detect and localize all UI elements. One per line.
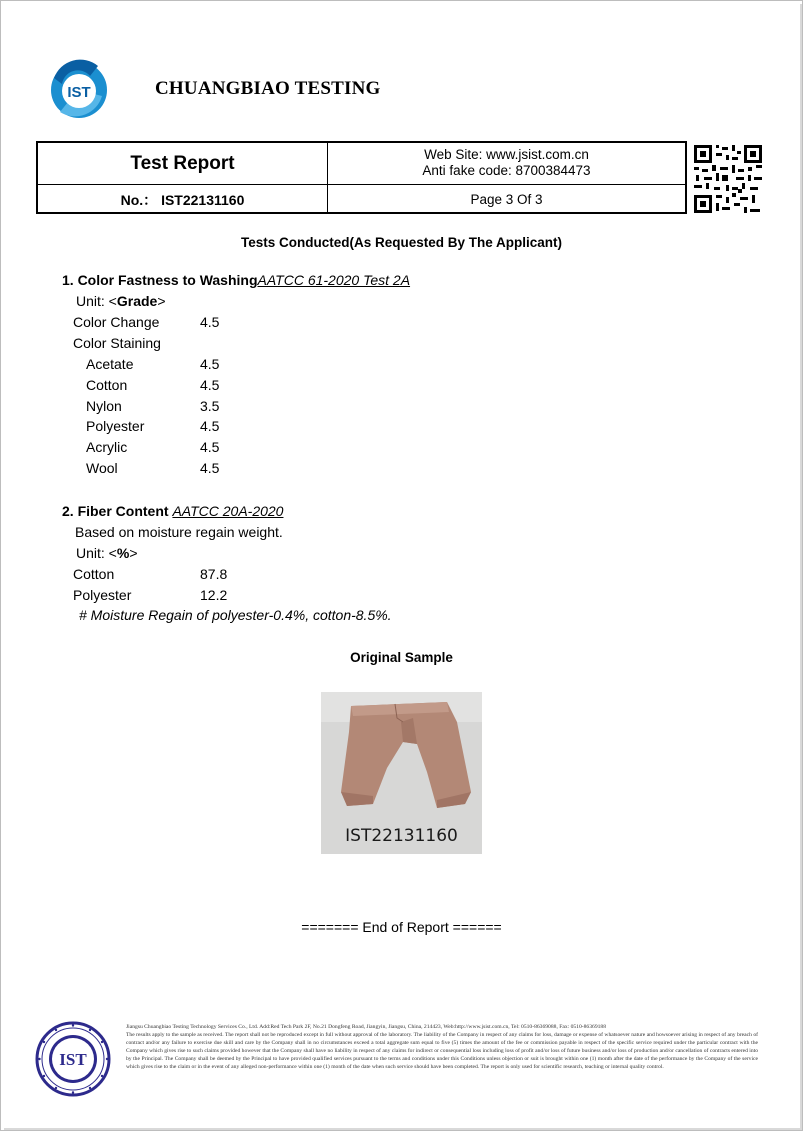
test2-basis: Based on moisture regain weight. (75, 524, 283, 540)
fiber-content-fiber: Polyester (73, 587, 132, 603)
staining-value: 4.5 (200, 418, 220, 434)
footer-disclaimer: The results apply to the sample as received. The report shall not be reproduced except in full without approval of the laboratory. The liability of the Company in respect of any claims for loss, damage or expense of whatsoever nature and howsoever arising in respect of any breach of contract and/or any failure to exercise due skill and care by the Company shall in no circumstances exceed a total aggregate sum equal to five (5) times the amount of the fee or commission payable in respect of the specific service required under the particular contract with the Company which gives rise to such claims provided however that the Company shall have no liability in respect of any claims for indirect or consequential loss including loss of profit and/or loss of future business and/or loss of production and/or cancellation of contracts entered into by the Principal. The Company shall be deemed by the Principal to have provided qualified services pursuant to the terms and conditions under this Conditions unless objection or suit is brought within one (1) month after the date of the performance by the Company of the service which gives rise to the claim or in the event of any alleged non-performance within one (1) month of the date when such service should have been completed. The report is only used for scientific research, teaching or internal quality control. (126, 1031, 758, 1070)
unit-value: % (116, 545, 130, 561)
staining-value: 3.5 (200, 398, 220, 414)
test1-method: AATCC 61-2020 Test 2A (257, 272, 411, 288)
unit-prefix: Unit: < (76, 293, 117, 309)
qr-code-icon (692, 143, 764, 215)
legal-footer (126, 1024, 758, 1071)
sample-photo (321, 692, 482, 854)
company-name: CHUANGBIAO TESTING (155, 78, 381, 99)
test2-unit (76, 545, 138, 561)
unit-prefix: Unit: < (76, 545, 117, 561)
end-of-report: ======= End of Report ====== (301, 919, 502, 935)
unit-suffix: > (157, 293, 166, 309)
staining-fiber: Acrylic (86, 439, 128, 455)
test2-method: AATCC 20A-2020 (172, 503, 284, 519)
staining-value: 4.5 (200, 439, 220, 455)
sample-title: Original Sample (350, 650, 453, 665)
test2-heading-line (62, 503, 283, 519)
sample-label: IST22131160 (345, 826, 458, 846)
staining-fiber: Nylon (86, 398, 122, 414)
staining-fiber: Polyester (86, 418, 145, 434)
website-text: Web Site: www.jsist.com.cn (424, 147, 589, 162)
ist-seal-icon (34, 1020, 112, 1098)
report-number: No.： IST22131160 (120, 191, 245, 208)
unit-suffix: > (129, 545, 138, 561)
test1-heading: 1. Color Fastness to Washing (62, 272, 258, 288)
moisture-note: # Moisture Regain of polyester-0.4%, cotton-8.5%. (79, 607, 392, 623)
website-info (328, 147, 685, 179)
anti-fake-code: Anti fake code: 8700384473 (422, 163, 591, 178)
logo-text: IST (67, 84, 91, 101)
staining-value: 4.5 (200, 460, 220, 476)
test1-unit (76, 293, 166, 309)
footer-address: Jiangsu Chuangbiao Testing Technology Services Co., Ltd. Add:Red Tech Park 2F, No.21 Dongfeng Road, Jiangyin, Jiangsu, China, 214423, Web:http://www.jsist.com.cn, Tel: 0510-86369088, Fax: 0510-86369188 (126, 1024, 607, 1030)
staining-value: 4.5 (200, 377, 220, 393)
fiber-content-value: 12.2 (200, 587, 228, 603)
company-logo-icon (46, 56, 112, 122)
staining-value: 4.5 (200, 356, 220, 372)
color-change-label: Color Change (73, 314, 160, 330)
fiber-content-value: 87.8 (200, 566, 228, 582)
staining-fiber: Cotton (86, 377, 128, 393)
section-title: Tests Conducted(As Requested By The Applicant) (240, 235, 563, 250)
page-number: Page 3 Of 3 (470, 192, 543, 207)
seal-text: IST (59, 1050, 87, 1069)
staining-fiber: Wool (86, 460, 118, 476)
test2-heading: 2. Fiber Content (62, 503, 169, 519)
unit-value: Grade (116, 293, 158, 309)
report-header-table (36, 141, 687, 214)
staining-fiber: Acetate (86, 356, 134, 372)
report-title: Test Report (130, 152, 235, 174)
test1-heading-line (62, 272, 410, 288)
color-change-value: 4.5 (200, 314, 220, 330)
fiber-content-fiber: Cotton (73, 566, 115, 582)
color-staining-label: Color Staining (73, 335, 161, 351)
